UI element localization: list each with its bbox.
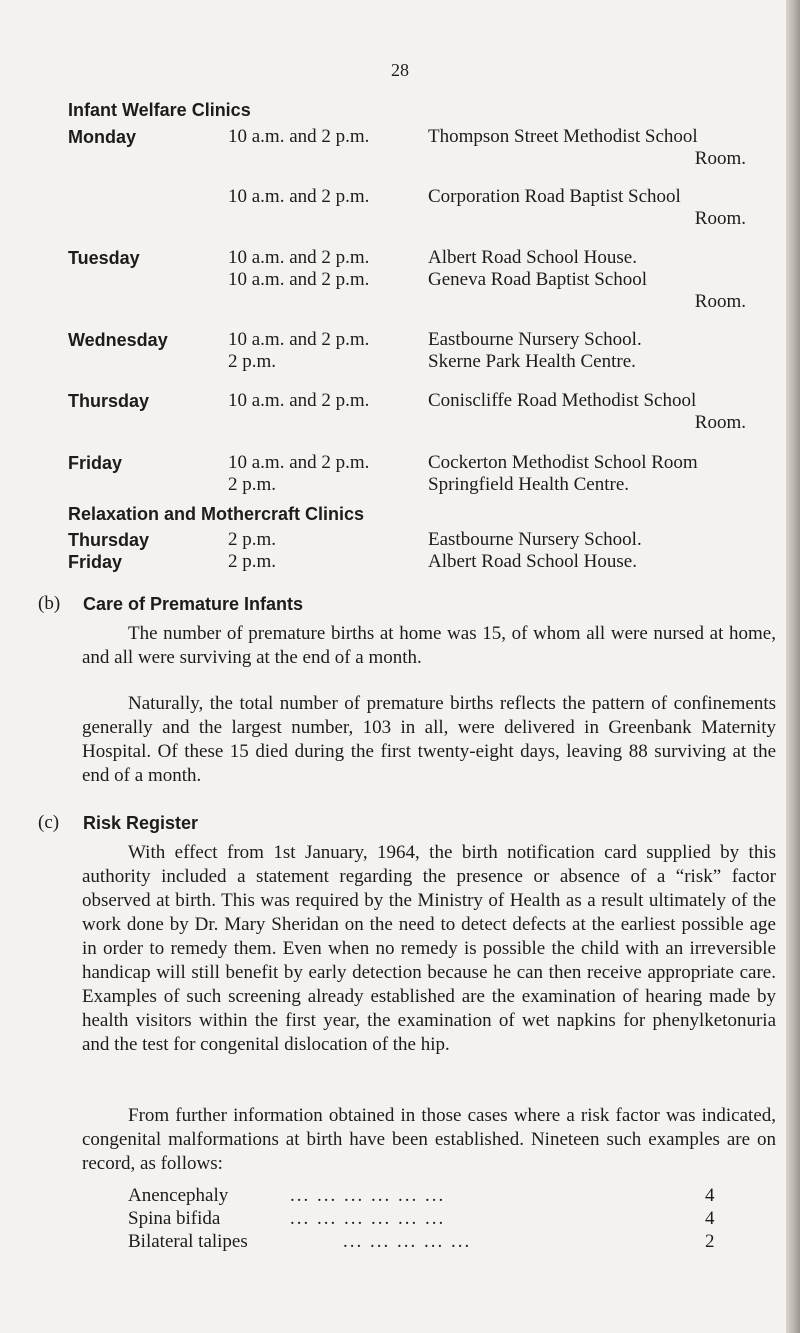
infant-welfare-heading: Infant Welfare Clinics: [68, 100, 251, 120]
clinic-day: Wednesday: [68, 330, 168, 350]
section-b-paragraph: Naturally, the total number of premature births reflects the pattern of confinements generally and the largest number, 103 in all, were delivered in Greenbank Maternity Hospital. Of these 15 died during the first twenty-eight days, leaving 88 surviving at the end of a month.: [82, 693, 776, 786]
clinic-venue: Springfield Health Centre.: [428, 474, 630, 495]
list-item-count: 4: [705, 1208, 715, 1229]
clinic-venue: Coniscliffe Road Methodist School: [428, 390, 697, 411]
clinic-time: 10 a.m. and 2 p.m.: [228, 329, 370, 350]
leader-dots: ... ... ... ... ... ...: [290, 1208, 446, 1229]
clinic-time: 10 a.m. and 2 p.m.: [228, 452, 370, 473]
clinic-venue-cont: Room.: [694, 148, 746, 169]
section-b-label: (b): [38, 593, 61, 614]
section-c-label: (c): [38, 812, 60, 833]
section-c-paragraph: From further information obtained in those cases where a risk factor was indicated, congenital malformations at birth have been established. Nineteen such examples are on record, as follows:: [82, 1105, 776, 1174]
clinic-venue: Albert Road School House.: [428, 551, 637, 572]
clinic-time: 2 p.m.: [228, 551, 277, 572]
clinic-venue: Skerne Park Health Centre.: [428, 351, 636, 372]
list-item-name: Bilateral talipes: [128, 1231, 248, 1252]
clinic-venue: Corporation Road Baptist School: [428, 186, 681, 207]
leader-dots: ... ... ... ... ... ...: [290, 1185, 446, 1206]
leader-dots: ... ... ... ... ...: [343, 1231, 472, 1252]
relaxation-heading: Relaxation and Mothercraft Clinics: [68, 504, 365, 524]
section-c-title: Risk Register: [83, 813, 199, 833]
clinic-day: Thursday: [68, 391, 150, 411]
clinic-day: Thursday: [68, 530, 150, 550]
clinic-time: 10 a.m. and 2 p.m.: [228, 390, 370, 411]
clinic-venue-cont: Room.: [694, 412, 746, 433]
clinic-time: 10 a.m. and 2 p.m.: [228, 247, 370, 268]
clinic-time: 10 a.m. and 2 p.m.: [228, 186, 370, 207]
clinic-time: 2 p.m.: [228, 474, 277, 495]
clinic-day: Tuesday: [68, 248, 140, 268]
clinic-time: 2 p.m.: [228, 351, 277, 372]
clinic-time: 10 a.m. and 2 p.m.: [228, 126, 370, 147]
clinic-day: Friday: [68, 453, 123, 473]
page-edge-shadow: [786, 0, 800, 1333]
clinic-venue: Eastbourne Nursery School.: [428, 529, 642, 550]
clinic-time: 2 p.m.: [228, 529, 277, 550]
section-c-paragraph: With effect from 1st January, 1964, the birth notification card supplied by this authority included a statement regarding the presence or absence of a “risk” factor observed at birth. This was required by the Ministry of Health as a result ultimately of the work done by Dr. Mary Sheridan on the need to detect defects at the earliest possible age in order to remedy them. Even when no remedy is possible the child with an irreversible handicap will still benefit by early detection because he can then receive appropriate care. Examples of such screening already established are the examination of hearing made by health visitors within the first year, the examination of wet napkins for phenylketonuria and the test for congenital dislocation of the hip.: [82, 842, 776, 1055]
list-item-name: Anencephaly: [128, 1185, 229, 1206]
clinic-venue-cont: Room.: [694, 208, 746, 229]
clinic-venue: Cockerton Methodist School Room: [428, 452, 698, 473]
section-b-title: Care of Premature Infants: [83, 594, 304, 614]
clinic-venue: Thompson Street Methodist School: [428, 126, 698, 147]
clinic-day: Friday: [68, 552, 123, 572]
clinic-venue: Geneva Road Baptist School: [428, 269, 647, 290]
clinic-venue-cont: Room.: [694, 291, 746, 312]
list-item-count: 2: [705, 1231, 715, 1252]
clinic-venue: Eastbourne Nursery School.: [428, 329, 642, 350]
clinic-venue: Albert Road School House.: [428, 247, 637, 268]
page-number: 28: [391, 60, 409, 80]
list-item-count: 4: [705, 1185, 715, 1206]
clinic-day: Monday: [68, 127, 137, 147]
clinic-time: 10 a.m. and 2 p.m.: [228, 269, 370, 290]
section-b-paragraph: The number of premature births at home was 15, of whom all were nursed at home, and all were surviving at the end of a month.: [82, 623, 776, 668]
list-item-name: Spina bifida: [128, 1208, 221, 1229]
